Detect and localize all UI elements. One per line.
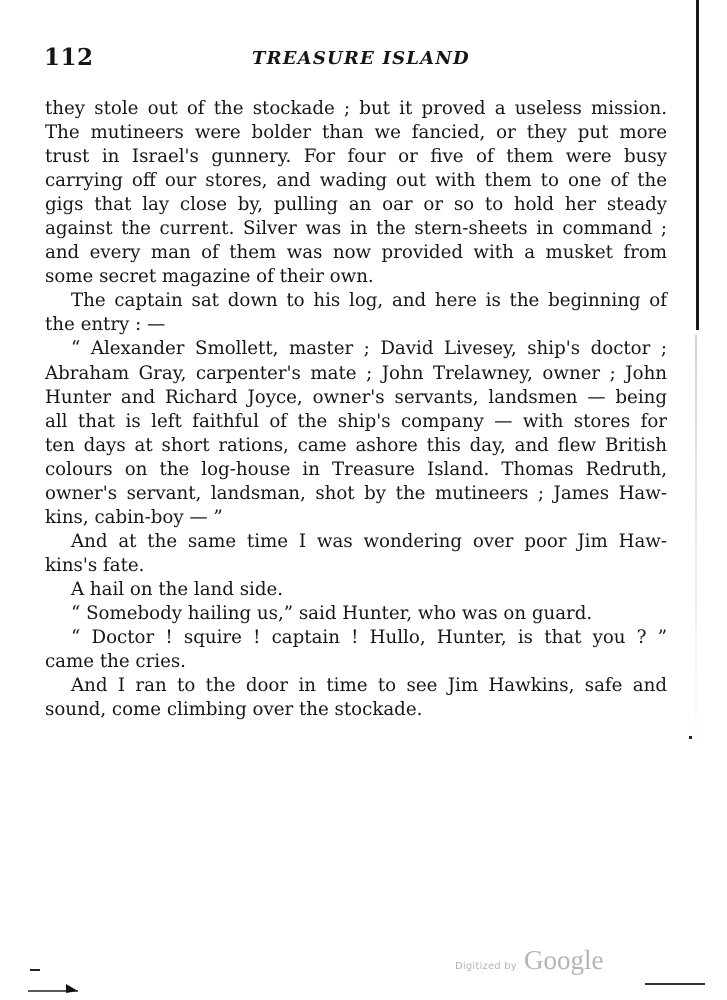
running-head: TREASURE ISLAND <box>252 48 470 69</box>
text-line: And at the same time I was wondering over poor Jim Haw- <box>71 530 667 552</box>
page-number: 112 <box>44 44 94 71</box>
watermark-prefix: Digitized by <box>455 961 517 972</box>
text-line: kins's fate. <box>45 554 145 576</box>
google-logo: Google <box>524 945 604 975</box>
text-line: carrying off our stores, and wading out with them to one of the <box>45 170 667 192</box>
text-line: ten days at short rations, came ashore this day, and flew British <box>45 434 667 456</box>
text-line: “ Doctor ! squire ! captain ! Hullo, Hunter, is that you ? ” <box>71 627 667 649</box>
page-spine-shadow <box>695 335 697 755</box>
scan-mark <box>30 969 40 971</box>
text-line: gigs that lay close by, pulling an oar or so to hold her steady <box>45 194 667 216</box>
text-line: Hunter and Richard Joyce, owner's servants, landsmen — being <box>45 386 667 408</box>
page-speck <box>689 736 692 739</box>
text-line: all that is left faithful of the ship's company — with stores for <box>45 410 667 432</box>
scan-edge-line <box>645 983 705 985</box>
text-line: the entry : — <box>45 314 166 336</box>
text-line: kins, cabin-boy — ” <box>45 506 223 528</box>
text-line: A hail on the land side. <box>71 578 284 600</box>
text-line: they stole out of the stockade ; but it proved a useless mission. <box>45 98 667 119</box>
text-line: The mutineers were bolder than we fancied, or they put more <box>45 122 667 144</box>
text-line: colours on the log-house in Treasure Island. Thomas Redruth, <box>45 458 667 480</box>
text-line: “ Somebody hailing us,” said Hunter, who was on guard. <box>71 602 593 624</box>
text-line: sound, come climbing over the stockade. <box>45 699 423 721</box>
text-line: And I ran to the door in time to see Jim Hawkins, safe and <box>71 675 667 697</box>
text-line: some secret magazine of their own. <box>45 266 374 288</box>
scan-arrow-mark <box>28 980 78 994</box>
body-text <box>45 97 667 722</box>
text-line: owner's servant, landsman, shot by the mutineers ; James Haw- <box>45 482 667 504</box>
text-line: “ Alexander Smollett, master ; David Livesey, ship's doctor ; <box>71 338 667 360</box>
text-line: The captain sat down to his log, and here is the beginning of <box>71 290 667 312</box>
text-line: came the cries. <box>45 651 186 673</box>
text-line: against the current. Silver was in the stern-sheets in command ; <box>45 218 667 240</box>
text-line: Abraham Gray, carpenter's mate ; John Trelawney, owner ; John <box>45 362 667 384</box>
page-spine-edge <box>696 0 699 330</box>
text-line: trust in Israel's gunnery. For four or five of them were busy <box>45 146 667 168</box>
digitized-watermark <box>455 945 603 976</box>
text-line: and every man of them was now provided with a musket from <box>45 242 667 264</box>
